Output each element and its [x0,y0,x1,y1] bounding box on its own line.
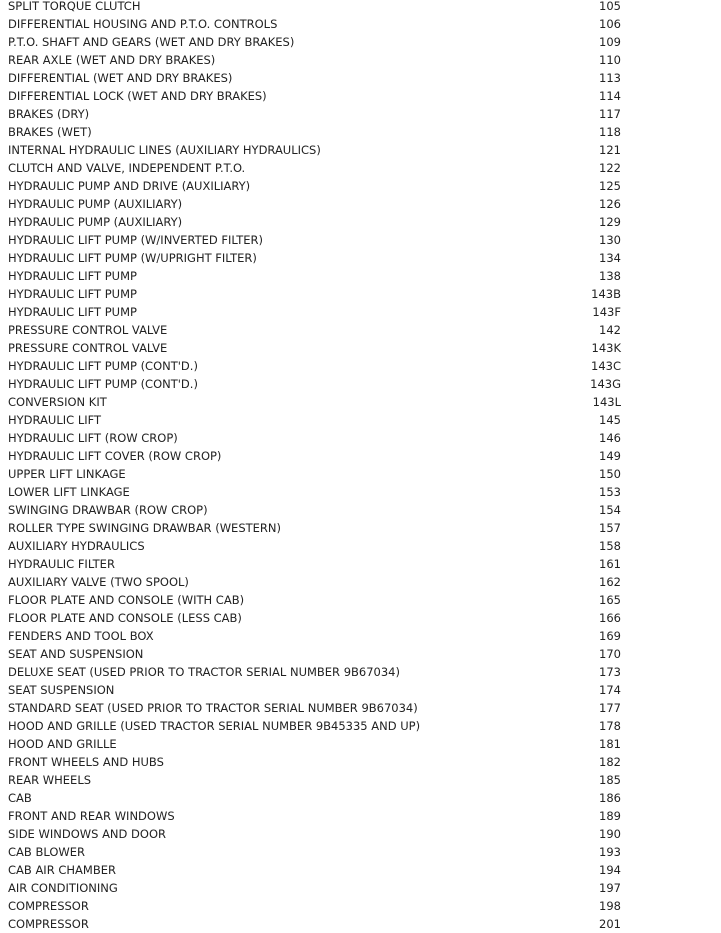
toc-entry[interactable] [0,807,721,825]
toc-entry-title[interactable]: HYDRAULIC PUMP AND DRIVE (AUXILIARY) [8,179,251,193]
toc-entry[interactable] [0,537,721,555]
toc-entry-title[interactable]: FRONT AND REAR WINDOWS [8,809,175,823]
toc-entry-page-number: 143K [591,341,621,355]
toc-entry-page-number: 157 [599,521,621,535]
toc-entry-title[interactable]: DELUXE SEAT (USED PRIOR TO TRACTOR SERIAL NUMBER 9B67034) [8,665,400,679]
toc-entry[interactable] [0,447,721,465]
toc-entry-title[interactable]: CONVERSION KIT [8,395,107,409]
toc-entry-page-number: 145 [599,413,621,427]
toc-entry-page-number: 174 [599,683,621,697]
toc-entry-title[interactable]: HYDRAULIC LIFT PUMP [8,269,137,283]
toc-entry[interactable] [0,375,721,393]
toc-entry-page-number: 118 [599,125,621,139]
toc-entry-page-number: 185 [599,773,621,787]
toc-entry-title[interactable]: UPPER LIFT LINKAGE [8,467,126,481]
toc-entry-title[interactable]: PRESSURE CONTROL VALVE [8,323,168,337]
toc-entry-title[interactable]: HYDRAULIC PUMP (AUXILIARY) [8,215,183,229]
toc-entry-title[interactable]: AIR CONDITIONING [8,881,118,895]
toc-entry-page-number: 143G [590,377,621,391]
toc-entry[interactable] [0,897,721,915]
toc-entry[interactable] [0,843,721,861]
toc-entry-title[interactable]: ROLLER TYPE SWINGING DRAWBAR (WESTERN) [8,521,281,535]
toc-entry-page-number: 177 [599,701,621,715]
toc-entry-page-number: 190 [599,827,621,841]
toc-entry-title[interactable]: BRAKES (WET) [8,125,92,139]
toc-entry-title[interactable]: HYDRAULIC LIFT PUMP (W/UPRIGHT FILTER) [8,251,257,265]
toc-entry-title[interactable]: STANDARD SEAT (USED PRIOR TO TRACTOR SERIAL NUMBER 9B67034) [8,701,418,715]
toc-entry-page-number: 125 [599,179,621,193]
toc-entry-page-number: 122 [599,161,621,175]
toc-entry-page-number: 105 [599,0,621,13]
toc-entry-title[interactable]: PRESSURE CONTROL VALVE [8,341,168,355]
toc-entry[interactable] [0,465,721,483]
toc-entry-title[interactable]: DIFFERENTIAL LOCK (WET AND DRY BRAKES) [8,89,267,103]
toc-entry-page-number: 189 [599,809,621,823]
toc-entry-page-number: 114 [599,89,621,103]
toc-entry-title[interactable]: FENDERS AND TOOL BOX [8,629,154,643]
toc-entry[interactable] [0,159,721,177]
toc-entry-page-number: 117 [599,107,621,121]
toc-entry[interactable] [0,735,721,753]
toc-entry[interactable] [0,645,721,663]
toc-entry[interactable] [0,87,721,105]
toc-entry-title[interactable]: HYDRAULIC FILTER [8,557,115,571]
toc-entry[interactable] [0,501,721,519]
toc-entry-page-number: 178 [599,719,621,733]
toc-entry-title[interactable]: FLOOR PLATE AND CONSOLE (LESS CAB) [8,611,242,625]
toc-entry-page-number: 198 [599,899,621,913]
toc-entry[interactable] [0,483,721,501]
toc-entry[interactable] [0,555,721,573]
toc-entry[interactable] [0,411,721,429]
toc-entry[interactable] [0,789,721,807]
toc-entry[interactable] [0,753,721,771]
toc-entry-title[interactable]: HYDRAULIC PUMP (AUXILIARY) [8,197,183,211]
toc-entry-title[interactable]: REAR AXLE (WET AND DRY BRAKES) [8,53,216,67]
toc-entry-title[interactable]: CLUTCH AND VALVE, INDEPENDENT P.T.O. [8,161,246,175]
toc-entry[interactable] [0,177,721,195]
toc-entry-title[interactable]: FLOOR PLATE AND CONSOLE (WITH CAB) [8,593,245,607]
toc-entry-page-number: 149 [599,449,621,463]
toc-entry-page-number: 154 [599,503,621,517]
toc-entry[interactable] [0,915,721,933]
toc-entry-page-number: 146 [599,431,621,445]
toc-entry-page-number: 182 [599,755,621,769]
toc-entry-title[interactable]: HYDRAULIC LIFT [8,413,102,427]
toc-entry-title[interactable]: DIFFERENTIAL (WET AND DRY BRAKES) [8,71,233,85]
toc-entry[interactable] [0,429,721,447]
toc-entry-page-number: 110 [599,53,621,67]
toc-entry-page-number: 169 [599,629,621,643]
toc-entry-page-number: 162 [599,575,621,589]
toc-entry[interactable] [0,231,721,249]
toc-entry-title[interactable]: HYDRAULIC LIFT (ROW CROP) [8,431,178,445]
toc-entry[interactable] [0,771,721,789]
toc-entry-page-number: 106 [599,17,621,31]
toc-entry-page-number: 181 [599,737,621,751]
toc-entry-title[interactable]: CAB AIR CHAMBER [8,863,116,877]
toc-entry[interactable] [0,699,721,717]
toc-entry-title[interactable]: SWINGING DRAWBAR (ROW CROP) [8,503,208,517]
toc-entry-page-number: 201 [599,917,621,931]
toc-entry[interactable] [0,249,721,267]
toc-entry-page-number: 158 [599,539,621,553]
toc-entry-page-number: 153 [599,485,621,499]
toc-entry[interactable] [0,15,721,33]
toc-entry[interactable] [0,33,721,51]
toc-entry[interactable] [0,123,721,141]
toc-entry-title[interactable]: SPLIT TORQUE CLUTCH [8,0,141,13]
toc-entry-title[interactable]: HYDRAULIC LIFT PUMP [8,305,137,319]
toc-entry[interactable] [0,681,721,699]
toc-entry[interactable] [0,105,721,123]
toc-entry-title[interactable]: HOOD AND GRILLE (USED TRACTOR SERIAL NUMBER 9B45335 AND UP) [8,719,421,733]
toc-entry-page-number: 113 [599,71,621,85]
toc-entry-title[interactable]: CAB [8,791,32,805]
toc-entry-title[interactable]: LOWER LIFT LINKAGE [8,485,130,499]
toc-entry-title[interactable]: AUXILIARY VALVE (TWO SPOOL) [8,575,189,589]
toc-entry[interactable] [0,357,721,375]
toc-entry[interactable] [0,609,721,627]
toc-entry[interactable] [0,717,721,735]
toc-entry[interactable] [0,339,721,357]
toc-entry-title[interactable]: BRAKES (DRY) [8,107,90,121]
toc-entry-title[interactable]: HYDRAULIC LIFT PUMP (W/INVERTED FILTER) [8,233,263,247]
toc-entry[interactable] [0,825,721,843]
toc-entry-title[interactable]: SEAT AND SUSPENSION [8,647,144,661]
toc-entry-title[interactable]: INTERNAL HYDRAULIC LINES (AUXILIARY HYDRAULICS) [8,143,321,157]
toc-entry-page-number: 173 [599,665,621,679]
toc-entry-title[interactable]: CAB BLOWER [8,845,86,859]
toc-entry-title[interactable]: COMPRESSOR [8,899,89,913]
toc-entry-page-number: 186 [599,791,621,805]
toc-entry[interactable] [0,69,721,87]
toc-entry-title[interactable]: SIDE WINDOWS AND DOOR [8,827,166,841]
toc-entry-page-number: 109 [599,35,621,49]
toc-entry[interactable] [0,393,721,411]
toc-entry-page-number: 166 [599,611,621,625]
toc-entry[interactable] [0,627,721,645]
toc-entry-title[interactable]: SEAT SUSPENSION [8,683,115,697]
toc-entry[interactable] [0,0,721,15]
toc-entry-title[interactable]: HYDRAULIC LIFT PUMP (CONT'D.) [8,377,198,391]
toc-entry-page-number: 138 [599,269,621,283]
toc-entry-page-number: 143F [592,305,621,319]
toc-entry-page-number: 170 [599,647,621,661]
toc-entry-page-number: 197 [599,881,621,895]
toc-entry-title[interactable]: HOOD AND GRILLE [8,737,117,751]
toc-entry-title[interactable]: FRONT WHEELS AND HUBS [8,755,164,769]
toc-entry-title[interactable]: HYDRAULIC LIFT PUMP [8,287,137,301]
toc-entry-page-number: 143C [591,359,621,373]
toc-entry-title[interactable]: AUXILIARY HYDRAULICS [8,539,145,553]
toc-entry[interactable] [0,141,721,159]
toc-entry-title[interactable]: HYDRAULIC LIFT COVER (ROW CROP) [8,449,222,463]
toc-entry-page-number: 130 [599,233,621,247]
toc-entry-page-number: 161 [599,557,621,571]
toc-entry[interactable] [0,321,721,339]
toc-entry-page-number: 134 [599,251,621,265]
toc-entry[interactable] [0,879,721,897]
toc-entry[interactable] [0,303,721,321]
toc-entry-page-number: 142 [599,323,621,337]
toc-entry[interactable] [0,195,721,213]
toc-entry-page-number: 150 [599,467,621,481]
toc-entry-title[interactable]: HYDRAULIC LIFT PUMP (CONT'D.) [8,359,198,373]
toc-entry-page-number: 143B [591,287,621,301]
toc-entry[interactable] [0,213,721,231]
toc-entry[interactable] [0,519,721,537]
toc-entry-title[interactable]: P.T.O. SHAFT AND GEARS (WET AND DRY BRAKES) [8,35,295,49]
toc-entry[interactable] [0,267,721,285]
toc-entry-page-number: 194 [599,863,621,877]
toc-entry-title[interactable]: REAR WHEELS [8,773,92,787]
toc-entry[interactable] [0,663,721,681]
toc-entry-page-number: 121 [599,143,621,157]
toc-entry-page-number: 193 [599,845,621,859]
toc-entry-page-number: 165 [599,593,621,607]
toc-entry[interactable] [0,861,721,879]
toc-entry-page-number: 129 [599,215,621,229]
toc-entry-page-number: 126 [599,197,621,211]
toc-entry-title[interactable]: COMPRESSOR [8,917,89,931]
toc-entry[interactable] [0,573,721,591]
toc-entry[interactable] [0,285,721,303]
toc-entry[interactable] [0,591,721,609]
toc-entry[interactable] [0,51,721,69]
toc-entry-title[interactable]: DIFFERENTIAL HOUSING AND P.T.O. CONTROLS [8,17,278,31]
toc-entry-page-number: 143L [592,395,621,409]
